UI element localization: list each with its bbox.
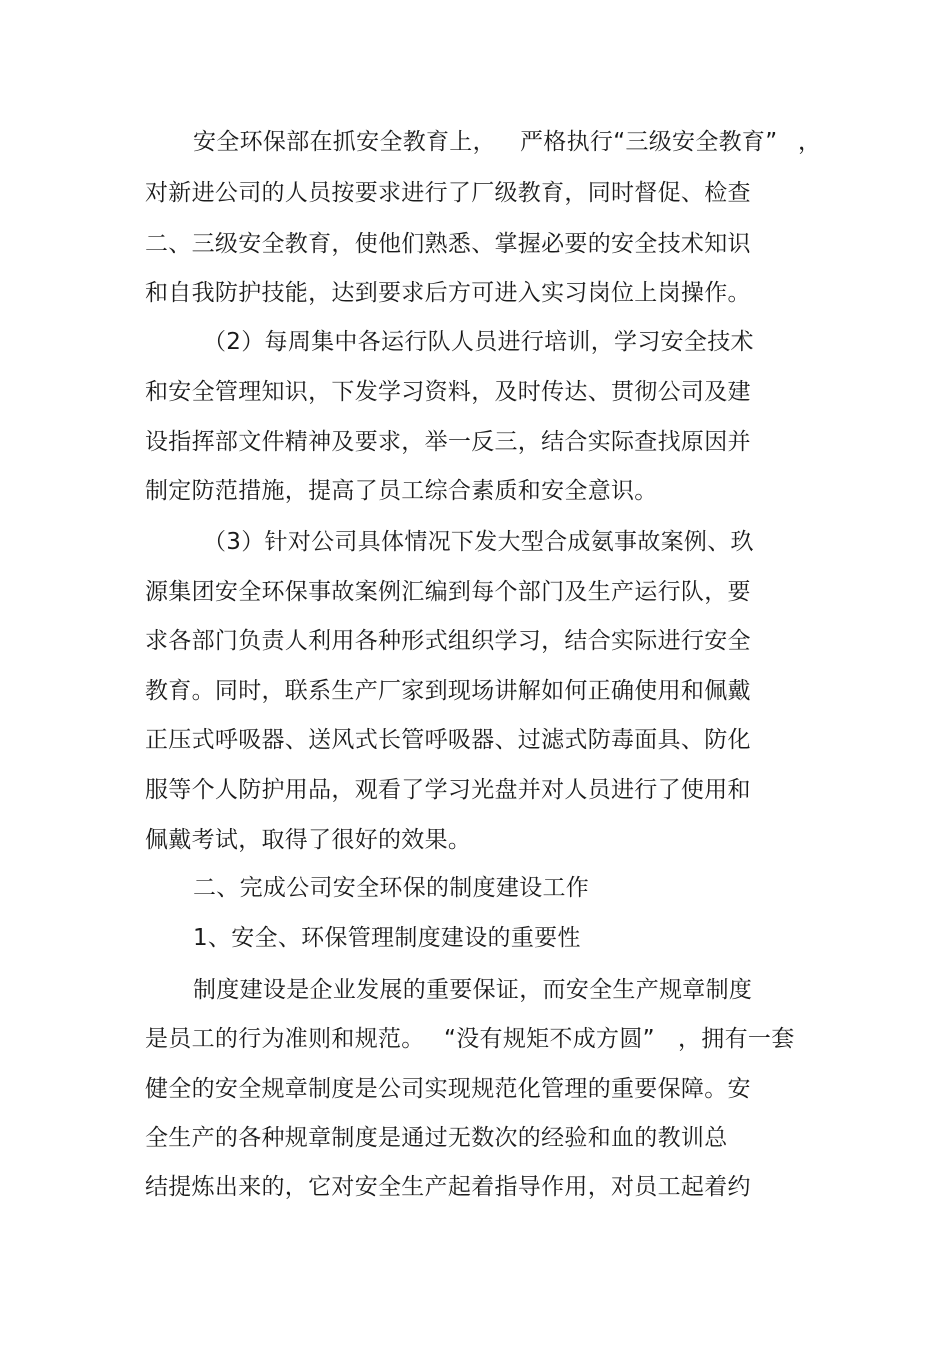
text-line: （2）每周集中各运行队人员进行培训，学习安全技术: [203, 329, 754, 355]
text-line: 佩戴考试，取得了很好的效果。: [145, 827, 472, 853]
section-heading: 二、完成公司安全环保的制度建设工作: [193, 875, 590, 901]
text-line: “没有规矩不成方圆”: [444, 1026, 655, 1052]
text-line: 服等个人防护用品，观看了学习光盘并对人员进行了使用和: [145, 777, 751, 803]
text-line: 和自我防护技能，达到要求后方可进入实习岗位上岗操作。: [145, 280, 751, 306]
text-line: 全生产的各种规章制度是通过无数次的经验和血的教训总: [145, 1125, 728, 1151]
text-line: 源集团安全环保事故案例汇编到每个部门及生产运行队，要: [145, 579, 751, 605]
text-line: 健全的安全规章制度是公司实现规范化管理的重要保障。安: [145, 1076, 751, 1102]
subsection-heading: 1、安全、环保管理制度建设的重要性: [193, 925, 581, 951]
text-line: 是员工的行为准则和规范。: [145, 1026, 425, 1052]
text-line: （3）针对公司具体情况下发大型合成氨事故案例、玖: [203, 529, 754, 555]
text-line: 和安全管理知识，下发学习资料，及时传达、贯彻公司及建: [145, 379, 751, 405]
text-line: 设指挥部文件精神及要求，举一反三，结合实际查找原因并: [145, 429, 751, 455]
text-line: 二、三级安全教育，使他们熟悉、掌握必要的安全技术知识: [145, 231, 751, 257]
text-line: 制定防范措施，提高了员工综合素质和安全意识。: [145, 478, 658, 504]
text-line: 制度建设是企业发展的重要保证，而安全生产规章制度: [193, 977, 753, 1003]
text-line: ，拥有一套: [678, 1026, 795, 1052]
text-line: 严格执行“三级安全教育”: [520, 129, 778, 155]
text-line: ，: [798, 129, 822, 155]
text-line: 结提炼出来的，它对安全生产起着指导作用，对员工起着约: [145, 1174, 751, 1200]
text-line: 对新进公司的人员按要求进行了厂级教育，同时督促、检查: [145, 180, 751, 206]
text-line: 求各部门负责人利用各种形式组织学习，结合实际进行安全: [145, 628, 751, 654]
text-line: 教育。同时，联系生产厂家到现场讲解如何正确使用和佩戴: [145, 678, 751, 704]
text-line: 正压式呼吸器、送风式长管呼吸器、过滤式防毒面具、防化: [145, 727, 751, 753]
text-line: 安全环保部在抓安全教育上，: [193, 129, 496, 155]
